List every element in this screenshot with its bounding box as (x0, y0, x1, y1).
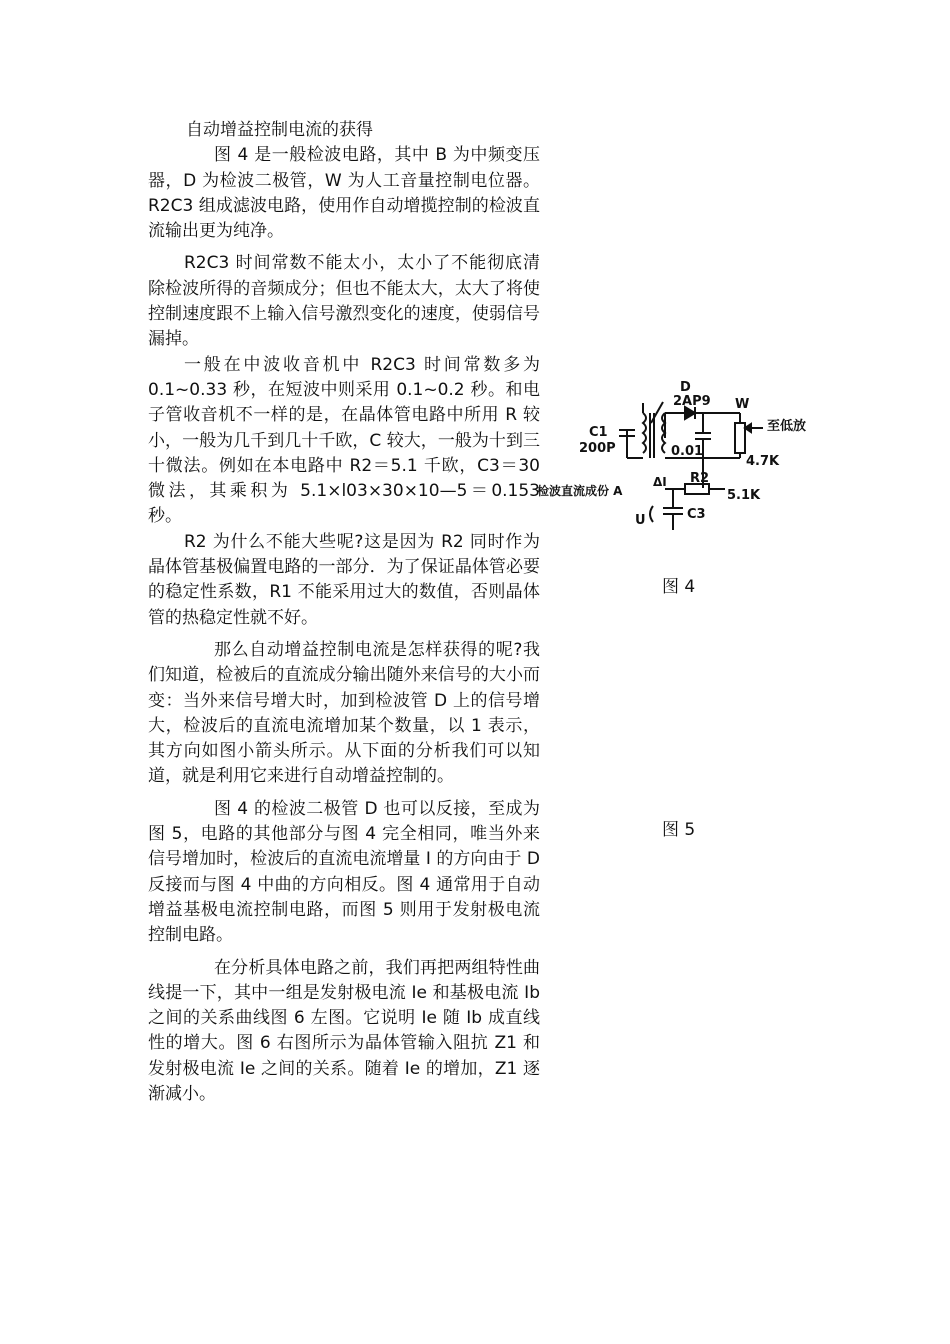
label-diode-model: 2AP9 (673, 394, 711, 409)
label-u: U (635, 513, 646, 528)
label-current: ΔI (653, 475, 667, 489)
label-w-value: 4.7K (746, 454, 780, 469)
figure4-caption: 图 4 (662, 577, 696, 597)
label-c1-value: 200P (579, 441, 616, 456)
label-node-a: 检波直流成份 A (537, 484, 623, 498)
paragraph: 图 4 的检波二极管 D 也可以反接，至成为图 5，电路的其他部分与图 4 完全相同，唯当外来信号增加时，检波后的直流电流增量 I 的方向由于 D 反接而与图 4 中曲的方向相反。图 4 通常用于自动增益基极电流控制电路，而图 5 则用于发射极电流控制电路。 (148, 798, 540, 946)
paragraph: R2C3 时间常数不能太小，太小了不能彻底清除检波所得的音频成分；但也不能太大，太大了将使控制速度跟不上输入信号激烈变化的速度，使弱信号漏掉。 (148, 253, 540, 350)
paragraph: 图 4 是一般检波电路，其中 B 为中频变压器，D 为检波二极管，W 为人工音量控制电位器。R2C3 组成滤波电路，使用作自动增揽控制的检波直流输出更为纯净。 (148, 145, 540, 242)
paragraph: 在分析具体电路之前，我们再把两组特性曲线提一下，其中一组是发射极电流 Ie 和基极电流 Ib 之间的关系曲线图 6 左图。它说明 Ie 随 Ib 成直线性的增大。图 6 右图所示为晶体管输入阻抗 Z1 和发射极电流 Ie 之间的关系。随着 Ie 的增加，Z1 逐渐减小。 (148, 957, 540, 1104)
label-c3: C3 (687, 507, 706, 522)
paragraph: 一般在中波收音机中 R2C3 时间常数多为 0.1~0.33 秒，在短波中则采用 0.1~0.2 秒。和电子管收音机不一样的是，在晶体管电路中所用 R 较小，一般为几千到几十千欧，C 较大，一般为十到三十微法。例如在本电路中 R2＝5.1 千欧，C3＝30 微法，其乘积为 5.1×l03×30×10—5＝0.153 秒。 (148, 354, 540, 527)
article-body (148, 118, 540, 1107)
figure5-caption: 图 5 (662, 820, 696, 840)
paragraph: R2 为什么不能大些呢?这是因为 R2 同时作为晶体管基极偏置电路的一部分．为了保证晶体管必要的稳定性系数，R1 不能采用过大的数值，否则晶体管的热稳定性就不好。 (148, 531, 540, 628)
label-cap-value: 0.01 (671, 444, 704, 459)
label-c1: C1 (589, 425, 608, 440)
label-d: D (680, 380, 691, 395)
paragraph: 那么自动增益控制电流是怎样获得的呢?我们知道，检被后的直流成分输出随外来信号的大小而变：当外来信号增大时，加到检波管 D 上的信号增大，检波后的直流电流增加某个数量，以 1 表示，其方向如图小箭头所示。从下面的分析我们可以知道，就是利用它来进行自动增益控制的。 (148, 639, 540, 787)
figure4-circuit-diagram (535, 378, 835, 538)
section-heading: 自动增益控制电流的获得 (186, 120, 373, 140)
label-w: W (735, 397, 750, 412)
label-output: 至低放 (767, 419, 807, 434)
label-r2-value: 5.1K (727, 488, 761, 503)
label-r2: R2 (690, 471, 710, 486)
